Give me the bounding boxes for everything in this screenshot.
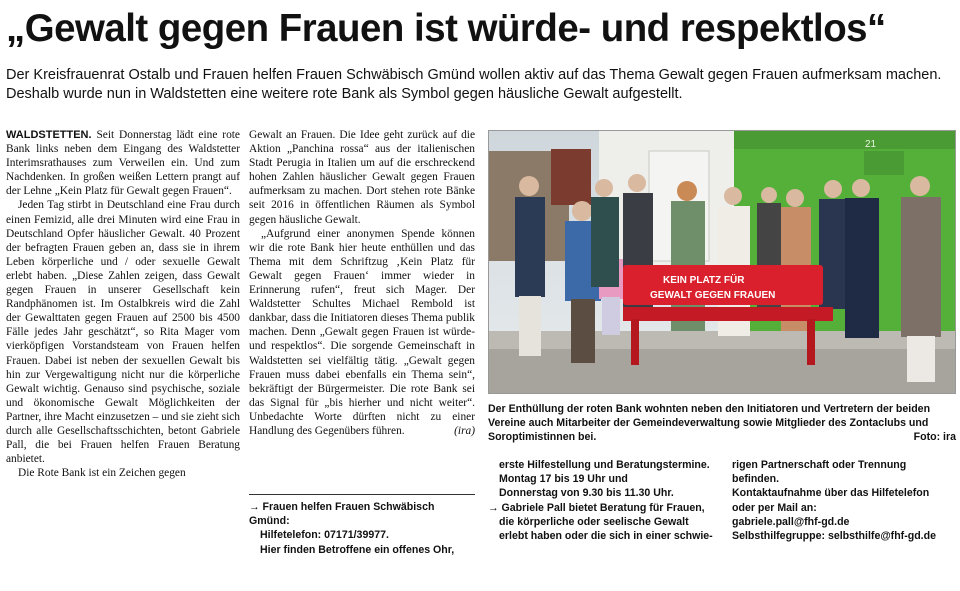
photo-illustration <box>489 131 956 394</box>
paragraph: Gewalt an Frauen. Die Idee geht zurück auf die Aktion „Panchina rossa“ aus der italienischen Stadt Perugia in Italien um auf die erschreckend hohen Zahlen häuslicher Gewalt gegen Frauen aufmerksam zu machen. Dort stehen rote Bänke seit 2016 in öffentlichen Räumen als Symbol gegen häusliche Gewalt. <box>249 129 475 226</box>
info-line: Hilfetelefon: 07171/39977. <box>260 529 389 542</box>
headline: „Gewalt gegen Frauen ist würde- und respektlos“ <box>6 7 886 50</box>
info-line: oder per Mail an: <box>732 501 817 514</box>
info-line: erste Hilfestellung und Beratungstermine. <box>499 459 710 471</box>
info-line: Montag 17 bis 19 Uhr und <box>499 473 628 486</box>
bench-text: GEWALT GEGEN FRAUEN <box>650 290 776 301</box>
info-line: gabriele.pall@fhf-gd.de <box>732 515 850 528</box>
paragraph: Jeden Tag stirbt in Deutschland eine Frau durch einen Femizid, alle drei Minuten wird eine Frau in Deutschland Opfer häuslicher Gewalt. 40 Prozent der befragten Frauen geben an, dass sie in ihrem Leben körperliche und / oder sexuelle Gewalt erlebt haben. „Diese Zahlen zeigen, dass Gewalt gegen Frauen in unserer Gesellschaft kein Randphänomen ist. Im Ostalbkreis wird die Zahl der Gewalttaten gegen Frauen auf 2500 bis 4500 Fälle jedes Jahr geschätzt“, so Rita Mager vom vierköpfigen Vorstandsteam von Frauen helfen Frauen. Dabei ist neben der sexuellen Gewalt bis hin zur Vergewaltigung nicht nur die körperliche Gewalt wichtig. Genauso sind psychische, soziale und ökonomische Gewalt Möglichkeiten der Partner, ihre Macht einzusetzen – und sie zieht sich durch alle Gesellschaftsschichten, betont Gabriele Pall, die bei Frauen helfen Frauen Beratung anbietet. <box>6 199 240 466</box>
info-line: Hier finden Betroffene ein offenes Ohr, <box>260 543 455 556</box>
article-column-2 <box>249 128 475 438</box>
photo-credit: Foto: ira <box>913 431 956 444</box>
info-line: rigen Partnerschaft oder Trennung <box>732 459 907 471</box>
photo-caption <box>488 402 956 445</box>
paragraph: Die Rote Bank ist ein Zeichen gegen <box>18 467 186 480</box>
info-line: Donnerstag von 9.30 bis 11.30 Uhr. <box>499 487 674 500</box>
info-box-2 <box>488 458 724 543</box>
info-line: → Frauen helfen Frauen Schwäbisch Gmünd: <box>249 501 435 528</box>
article-column-1 <box>6 128 240 480</box>
info-box-3 <box>732 458 956 543</box>
info-box-1 <box>249 500 475 557</box>
paragraph: Seit Donnerstag lädt eine rote Bank links neben dem Eingang des Waldstetter Interimsrathauses zum Verweilen ein. Und zum Nachdenken. In großen weißen Lettern prangt auf der Lehne „Kein Platz für Gewalt gegen Frauen“. <box>6 129 240 198</box>
door-number: 21 <box>865 139 877 150</box>
info-line: Selbsthilfegruppe: selbsthilfe@fhf-gd.de <box>732 530 936 543</box>
info-line: die körperliche oder seelische Gewalt <box>499 515 689 528</box>
divider <box>249 494 475 495</box>
info-line: erlebt haben oder die sich in einer schwie- <box>499 530 713 543</box>
event-photo <box>488 130 956 394</box>
paragraph: „Aufgrund einer anonymen Spende können wir die rote Bank hier heute enthüllen und das Thema mit dem Schriftzug ‚Kein Platz für Gewalt gegen Frauen‘ immer wieder in Erinnerung rufen“, freut sich Mager. Der Waldstetter Schultes Michael Rembold ist dankbar, dass die Initiatoren dieses Thema publik machen. Denn „Gewalt gegen Frauen ist würde- und respektlos“. Die sorgende Gemeinschaft in Waldstetten sei vielfältig tätig. „Gewalt gegen Frauen muss dabei ebenfalls ein Thema sein“, bekräftigt der Bürgermeister. Die rote Bank sei das Signal für „bis hierher und nicht weiter“. Unbedachte Worte dürften nicht zu einer Handlung des Gegenübers führen. <box>249 227 475 437</box>
info-line: → Gabriele Pall bietet Beratung für Frauen, <box>488 501 705 514</box>
info-line: befinden. <box>732 473 780 486</box>
bench-text: KEIN PLATZ FÜR <box>663 275 745 286</box>
dateline: WALDSTETTEN. <box>6 129 92 141</box>
info-line: Kontaktaufnahme über das Hilfetelefon <box>732 487 930 500</box>
lead-paragraph: Der Kreisfrauenrat Ostalb und Frauen helfen Frauen Schwäbisch Gmünd wollen aktiv auf das Thema Gewalt gegen Frauen aufmerksam machen. Deshalb wurde nun in Waldstetten eine weitere rote Bank als Symbol gegen häusliche Gewalt aufgestellt. <box>6 67 942 102</box>
byline: (ira) <box>454 424 475 437</box>
caption-text: Der Enthüllung der roten Bank wohnten neben den Initiatoren und Vertretern der beiden Vereine auch Mitarbeiter der Gemeindeverwaltung sowie Mitglieder des Zontaclubs und Soroptimistinnen bei. <box>488 403 931 444</box>
